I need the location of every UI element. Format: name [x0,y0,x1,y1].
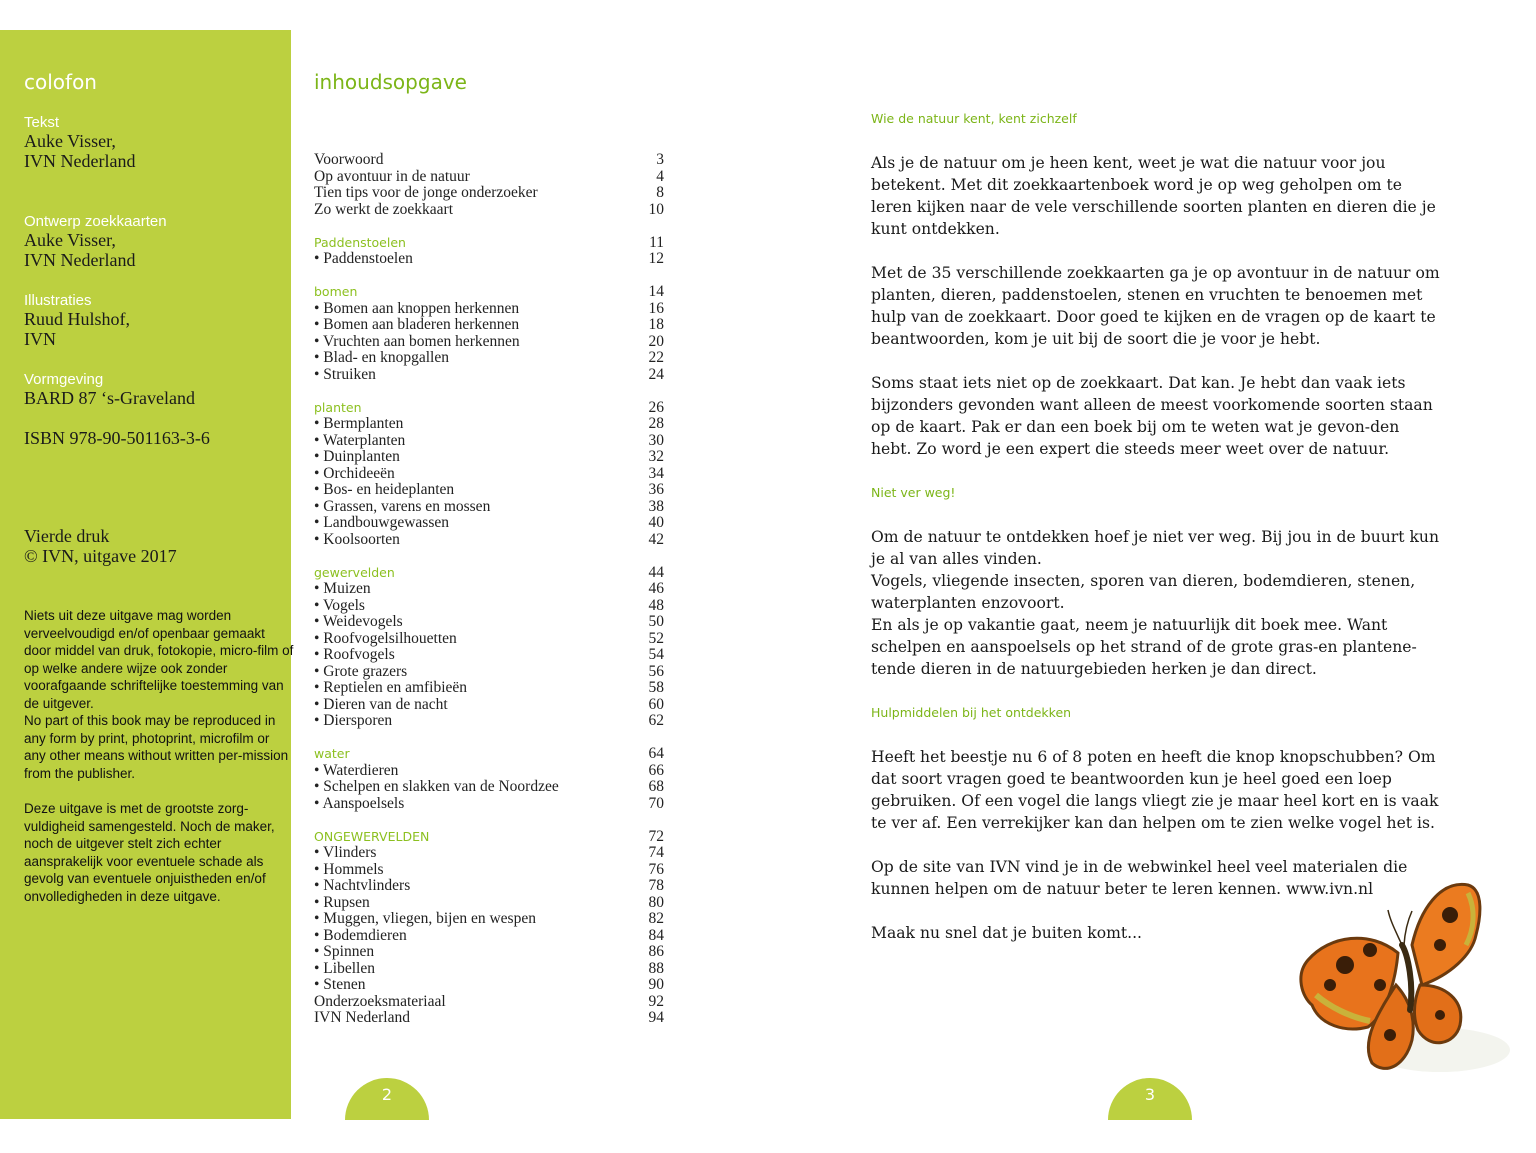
toc-entry-page: 54 [648,646,664,663]
toc-entry-page: 62 [648,712,664,729]
toc-entry [314,301,664,318]
paragraph: Op de site van IVN vind je in de webwinkel heel veel materialen die kunnen helpen om de natuur beter te leren kennen. www.ivn.nl [871,858,1408,898]
paragraph: Soms staat iets niet op de zoekkaart. Dat kan. Je hebt dan vaak iets bijzonders gevonden want alleen de meest voorkomende soorten staan op de kaart. Pak er dan een boek bij om te weten wat je gevon-den hebt. Zo word je een expert die steeds meer weet over de natuur. [871,374,1433,458]
toc-entry [314,631,664,648]
colofon-title: colofon [24,70,97,94]
edition [24,527,284,566]
toc-entry-title: water [314,746,350,761]
toc-entry-page: 30 [648,431,664,449]
credit-layout [24,370,284,409]
toc-entry-page: 58 [648,679,664,696]
credit-value: IVN Nederland [24,249,136,270]
toc-spacer [314,730,664,747]
toc-entry-title: • Muizen [314,580,371,597]
toc-entry-page: 48 [648,596,664,614]
toc-entry-title: gewervelden [314,564,395,580]
toc-entry-title: • Dieren van de nacht [314,695,448,713]
paragraph: Heeft het beestje nu 6 of 8 poten en heeft die knop knopschubben? Om dat soort vragen goed te beantwoorden kun je heel goed een loep gebruiken. Of een vogel die langs vliegt zie je maar heel kort en is vaak te ver af. Een verrekijker kan dan helpen om te zien welke vogel het is. [871,748,1439,832]
toc-entry [314,713,664,730]
toc-entry-page: 70 [648,794,664,812]
toc-title: inhoudsopgave [314,70,467,94]
credit-text [24,113,284,171]
toc-entry-title: • Duinplanten [314,448,400,465]
toc-spacer [314,383,664,400]
credit-label: Tekst [24,114,60,131]
toc-entry-page: 4 [656,167,664,185]
toc-entry-title: • Waterdieren [314,761,399,779]
toc-entry-title: bomen [314,284,358,299]
toc-entry-title: • Bodemdieren [314,926,407,944]
credit-label: Ontwerp zoekkaarten [24,213,167,230]
toc-section-heading [314,746,664,763]
credit-illustrations [24,291,284,349]
toc-entry-page: 52 [648,629,664,647]
toc-entry [314,614,664,631]
isbn-text: ISBN 978-90-501163-3-6 [24,428,210,448]
toc-entry-page: 78 [648,877,664,894]
toc-entry-title: • Koolsoorten [314,530,400,548]
credit-design [24,212,284,270]
toc-spacer [314,218,664,235]
toc-entry-title: • Weidevogels [314,613,403,630]
toc-entry [314,350,664,367]
toc-entry [314,532,664,549]
credit-value: Auke Visser, [24,131,116,151]
toc-entry-title: • Bermplanten [314,415,404,432]
toc-entry-page: 36 [648,481,664,498]
toc-entry-title: • Paddenstoelen [314,250,413,267]
toc-entry [314,152,664,169]
section-heading: Hulpmiddelen bij het ontdekken [871,705,1072,720]
toc-entry-page: 84 [648,926,664,944]
toc-entry-title: • Roofvogelsilhouetten [314,629,457,647]
toc-entry-page: 80 [648,893,664,911]
toc-entry-page: 14 [648,283,664,300]
toc-entry-page: 66 [648,761,664,779]
toc-entry [314,862,664,879]
butterfly-illustration [1290,835,1520,1085]
toc-entry [314,499,664,516]
toc-entry [314,449,664,466]
article-body [871,108,1441,944]
toc-entry-title: • Vlinders [314,844,377,861]
toc-entry-title: Onderzoeksmateriaal [314,992,446,1010]
toc-spacer [314,548,664,565]
toc-entry-title: • Muggen, vliegen, bijen en wespen [314,910,536,927]
toc-entry-title: IVN Nederland [314,1009,410,1026]
toc-entry-title: • Reptielen en amfibieën [314,679,468,696]
toc-entry [314,779,664,796]
toc-section-heading [314,400,664,417]
paragraph: Om de natuur te ontdekken hoef je niet ver weg. Bij jou in de buurt kun je al van alles vinden. Vogels, vliegende insecten, sporen van dieren, bodemdieren, stenen, waterplanten enzovoort. En als je op vakantie gaat, neem je natuurlijk dit boek mee. Want schelpen en aanspoelsels op het strand of de grote gras-en plantene-tende dieren in de natuurgebieden herken je dan direct. [871,528,1439,678]
toc-entry-title: • Bomen aan knoppen herkennen [314,299,520,317]
credit-label: Illustraties [24,292,92,309]
paragraph: Met de 35 verschillende zoekkaarten ga je op avontuur in de natuur om planten, dieren, paddenstoelen, stenen en vruchten te benoemen met hulp van de zoekkaart. Door goed te kijken en de vragen op de kaart te beantwoorden, kom je uit bij de soort die je voor je hebt. [871,264,1440,348]
toc-entry-page: 22 [648,349,664,366]
toc-entry [314,598,664,615]
credit-value: IVN [24,328,56,349]
disclaimer: Deze uitgave is met de grootste zorg-vuldigheid samengesteld. Noch de maker, noch de uitgever stelt zich echter aansprakelijk voor eventuele schade als gevolg van eventuele onjuistheden en/of onvolledigheden in deze uitgave. [24,801,275,904]
toc-entry [314,581,664,598]
toc-entry-page: 16 [648,299,664,317]
toc-entry-title: • Bomen aan bladeren herkennen [314,316,520,333]
toc-entry [314,895,664,912]
toc-section-heading [314,565,664,582]
toc-entry [314,466,664,483]
toc-entry-page: 88 [648,959,664,977]
toc-entry [314,334,664,351]
toc-entry [314,185,664,202]
toc-entry-page: 68 [648,778,664,795]
toc-entry-title: • Grassen, varens en mossen [314,497,491,515]
toc-entry-title: • Orchideeën [314,464,395,482]
toc-entry-page: 18 [648,316,664,333]
toc-entry [314,416,664,433]
section-heading: Niet ver weg! [871,485,956,500]
toc-entry [314,697,664,714]
toc-entry-page: 32 [648,448,664,465]
toc-entry [314,680,664,697]
toc-entry [314,202,664,219]
paragraph-spacer [871,350,1441,372]
toc-entry [314,647,664,664]
toc-entry-title: Voorwoord [314,151,384,168]
credit-value: Auke Visser, [24,230,116,250]
toc-entry-page: 86 [648,943,664,960]
toc-entry-title: planten [314,399,362,415]
toc-entry-page: 38 [648,497,664,515]
legal-notice-nl: Niets uit deze uitgave mag worden verveelvoudigd en/of openbaar gemaakt door middel van druk, fotokopie, micro-film of op welke andere wijze ook zonder voorafgaande schriftelijke toestemming van de uitgever. [24,608,294,711]
toc-entry-page: 28 [648,415,664,432]
toc-entry [314,977,664,994]
paragraph-spacer [871,240,1441,262]
toc-section-heading [314,284,664,301]
toc-entry-title: Tien tips voor de jonge onderzoeker [314,184,538,201]
credit-value: Ruud Hulshof, [24,309,131,329]
toc-section-heading [314,235,664,252]
toc-entry [314,944,664,961]
toc-entry-page: 8 [656,184,664,201]
paragraph-spacer [871,130,1441,152]
paragraph: Maak nu snel dat je buiten komt... [871,924,1143,942]
toc-entry [314,482,664,499]
toc-entry-page: 94 [648,1009,664,1026]
page-number-left: 2 [345,1078,429,1120]
toc-spacer [314,812,664,829]
toc-entry [314,169,664,186]
toc-entry-page: 90 [648,976,664,993]
toc-entry-page: 20 [648,332,664,350]
toc-entry-title: • Vogels [314,596,365,614]
toc-entry-page: 82 [648,910,664,927]
toc-entry-page: 76 [648,860,664,878]
toc-entry [314,1010,664,1027]
toc-entry-title: • Roofvogels [314,646,395,663]
paragraph-spacer [871,680,1441,702]
toc-entry-title: • Rupsen [314,893,370,911]
butterfly-icon [1301,884,1510,1072]
toc-entry-title: Op avontuur in de natuur [314,167,470,185]
toc-entry-page: 40 [648,514,664,531]
toc-entry-page: 42 [648,530,664,548]
toc-entry-page: 3 [656,151,664,168]
toc-entry-page: 34 [648,464,664,482]
page-number-right: 3 [1108,1078,1192,1120]
toc-entry-title: • Landbouwgewassen [314,514,449,531]
toc-entry [314,961,664,978]
toc-entry [314,928,664,945]
toc-entry [314,994,664,1011]
toc-entry-title: • Stenen [314,976,366,993]
section-heading: Wie de natuur kent, kent zichzelf [871,111,1077,126]
paragraph-spacer [871,504,1441,526]
toc-entry-title: • Spinnen [314,943,375,960]
toc-entry-page: 92 [648,992,664,1010]
toc-entry [314,845,664,862]
paragraph-spacer [871,724,1441,746]
toc-entry-title: • Diersporen [314,712,393,729]
credit-label: Vormgeving [24,371,104,388]
toc-entry-title: • Waterplanten [314,431,406,449]
edition-line: Vierde druk [24,526,110,546]
toc-entry-page: 74 [648,844,664,861]
credit-value: IVN Nederland [24,150,136,171]
toc-entry [314,367,664,384]
toc-entry-title: • Grote grazers [314,662,408,680]
toc-entry-title: • Libellen [314,959,375,977]
toc-spacer [314,268,664,285]
paragraph: Als je de natuur om je heen kent, weet je wat die natuur voor jou betekent. Met dit zoekkaartenboek word je op weg geholpen om te leren kijken naar de vele verschillende soorten planten en dieren die je kunt ontdekken. [871,154,1436,238]
toc-entry [314,515,664,532]
isbn [24,429,284,449]
toc-section-heading [314,829,664,846]
colofon-panel [0,30,294,1119]
toc-entry [314,664,664,681]
toc-entry [314,763,664,780]
toc-entry [314,878,664,895]
edition-line: © IVN, uitgave 2017 [24,545,177,566]
table-of-contents [314,152,664,1027]
toc-entry-page: 60 [648,695,664,713]
toc-entry [314,796,664,813]
toc-entry [314,251,664,268]
toc-entry-title: • Aanspoelsels [314,794,405,812]
toc-entry-title: • Bos- en heideplanten [314,481,455,498]
toc-entry-page: 12 [648,250,664,267]
toc-entry-title: • Hommels [314,860,384,878]
paragraph-spacer [871,460,1441,482]
toc-entry-title: • Struiken [314,365,376,383]
toc-entry [314,433,664,450]
toc-entry-page: 26 [648,398,664,416]
toc-entry-title: • Nachtvlinders [314,877,411,894]
legal-notice-en: No part of this book may be reproduced in any form by print, photoprint, microfilm or any other means without written per-mission from the publisher. [24,713,289,781]
toc-entry-page: 46 [648,580,664,597]
toc-entry-title: Zo werkt de zoekkaart [314,200,454,218]
toc-entry-page: 64 [648,745,664,762]
toc-entry-page: 50 [648,613,664,630]
toc-entry [314,317,664,334]
toc-entry-page: 11 [649,233,664,251]
toc-entry-page: 56 [648,662,664,680]
credit-value: BARD 87 ‘s-Graveland [24,388,195,408]
toc-entry-title: • Schelpen en slakken van de Noordzee [314,778,559,795]
toc-entry-title: Paddenstoelen [314,234,406,250]
toc-entry-page: 44 [648,563,664,581]
toc-entry-page: 10 [648,200,664,218]
toc-entry-title: • Vruchten aan bomen herkennen [314,332,520,350]
toc-entry [314,911,664,928]
toc-entry-page: 24 [648,365,664,383]
toc-entry-title: ONGEWERVELDEN [314,828,430,844]
toc-entry-page: 72 [648,827,664,845]
toc-entry-title: • Blad- en knopgallen [314,349,449,366]
